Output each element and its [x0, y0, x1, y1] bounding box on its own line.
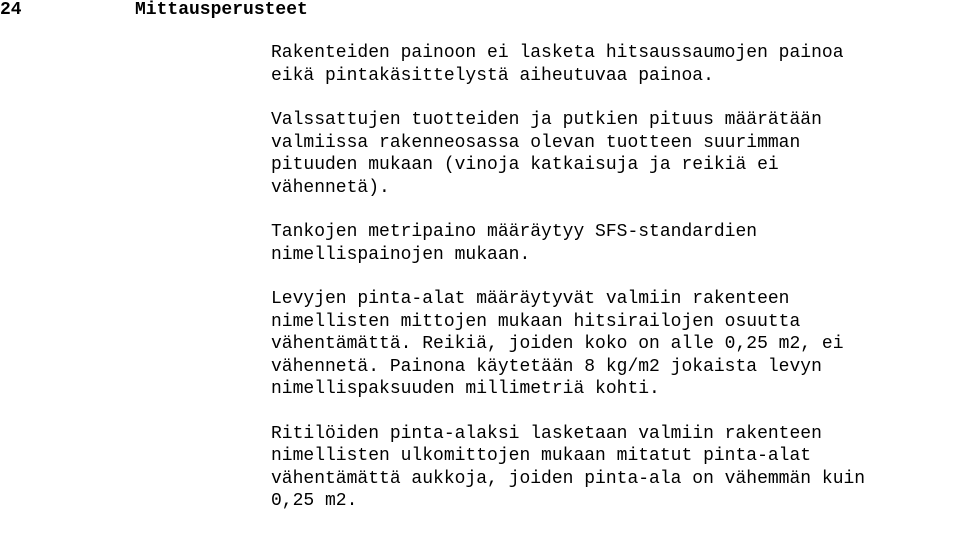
- text-line: valmiissa rakenneosassa olevan tuotteen suurimman: [271, 132, 801, 153]
- text-line: vähentämättä aukkoja, joiden pinta-ala on vähemmän kuin: [271, 468, 866, 489]
- text-line: nimellisten ulkomittojen mukaan mitatut pinta-alat: [271, 446, 812, 466]
- page-number: 24: [0, 0, 22, 20]
- text-line: eikä pintakäsittelystä aiheutuvaa painoa.: [271, 65, 714, 86]
- text-line: Ritilöiden pinta-alaksi lasketaan valmiin rakenteen: [271, 423, 822, 444]
- page-header: [0, 0, 960, 22]
- paragraph-rolled-products-length: [271, 109, 960, 199]
- text-line: 0,25 m2.: [271, 491, 358, 511]
- text-line: nimellisten mittojen mukaan hitsirailojen osuutta: [271, 311, 801, 332]
- text-line: Rakenteiden painoon ei lasketa hitsaussaumojen painoa: [271, 43, 844, 63]
- text-line: Levyjen pinta-alat määräytyvät valmiin rakenteen: [271, 289, 790, 309]
- paragraph-bar-weight: [271, 221, 960, 266]
- text-line: vähennetä).: [271, 177, 390, 198]
- text-line: vähentämättä. Reikiä, joiden koko on alle 0,25 m2, ei: [271, 334, 844, 354]
- paragraph-plate-areas: [271, 288, 960, 401]
- text-line: nimellispaksuuden millimetriä kohti.: [271, 379, 660, 399]
- text-line: nimellispainojen mukaan.: [271, 244, 531, 265]
- paragraph-weight-exclusions: [271, 42, 960, 87]
- body-text: [271, 42, 960, 535]
- text-line: Valssattujen tuotteiden ja putkien pituus määrätään: [271, 110, 822, 130]
- text-line: Tankojen metripaino määräytyy SFS-standardien: [271, 222, 758, 242]
- chapter-title: Mittausperusteet: [135, 0, 308, 20]
- text-line: vähennetä. Painona käytetään 8 kg/m2 jokaista levyn: [271, 356, 822, 377]
- text-line: pituuden mukaan (vinoja katkaisuja ja reikiä ei: [271, 155, 779, 175]
- paragraph-grating-area: [271, 423, 960, 513]
